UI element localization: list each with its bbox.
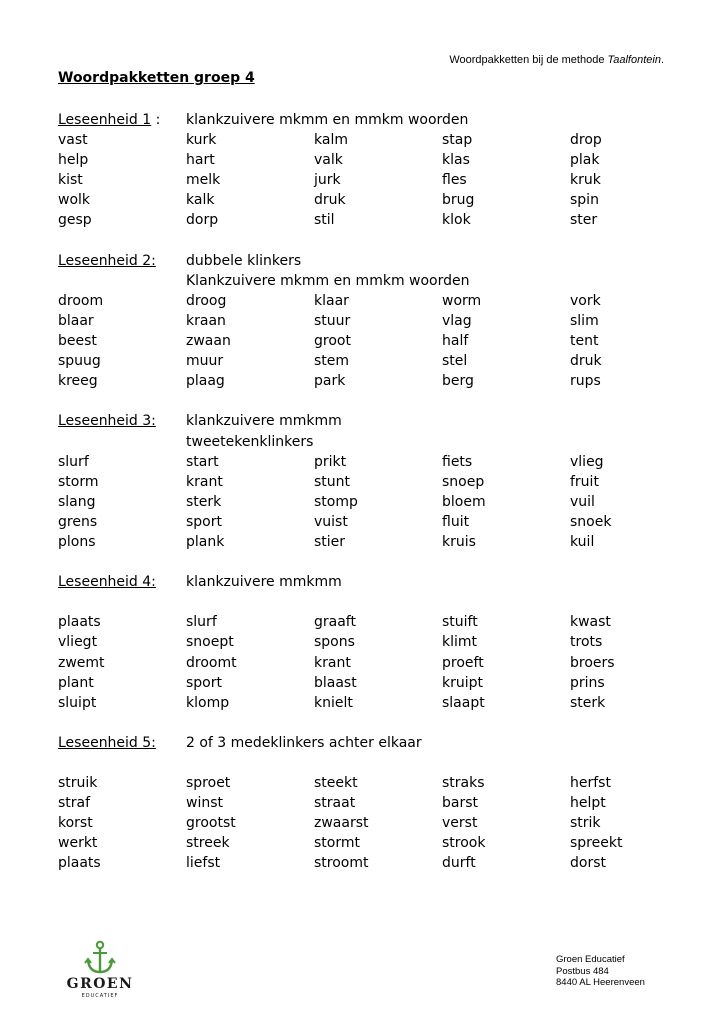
footer-address [556,954,645,989]
section-header [58,733,678,753]
word: klok [442,212,471,229]
spacer [58,592,678,612]
section-description-row [58,432,678,452]
word: start [186,453,219,470]
word: stroomt [314,855,369,872]
word-row [58,693,678,713]
word: sterk [570,694,606,711]
word: vlieg [570,453,604,470]
word: zwemt [58,654,105,671]
word: help [58,152,89,169]
word: sport [186,513,222,530]
word: plak [570,152,600,169]
spacer [58,552,678,572]
word: stunt [314,473,351,490]
word: plaats [58,614,101,631]
word: stuur [314,312,351,329]
word: grens [58,513,98,530]
word-row [58,612,678,632]
header-note-suffix: . [660,54,664,66]
word: struik [58,775,98,792]
logo-subtext: EDUCATIEF [81,993,119,999]
word: snoek [570,513,612,530]
section-header [58,572,678,592]
word-row [58,833,678,853]
word-row [58,371,678,391]
word: verst [442,815,478,832]
word: storm [58,473,99,490]
section-label-text: Leseenheid 4: [58,574,156,591]
word: steekt [314,775,358,792]
section-label [58,411,156,431]
word: plant [58,674,94,691]
word: half [442,333,469,350]
word: kruis [442,533,476,550]
section-label-text: Leseenheid 1 [58,112,152,128]
word: tent [570,333,599,350]
word: klomp [186,694,230,711]
header-note-prefix: Woordpakketten bij de methode [449,54,608,66]
section-label [58,110,160,130]
logo-wordmark: GROEN [66,976,134,992]
word: park [314,373,346,390]
word-row [58,150,678,170]
word: druk [314,192,346,209]
address-line: Groen Educatief [556,954,625,965]
word: vork [570,292,601,309]
word: sluipt [58,694,97,711]
section-label-text: Leseenheid 2: [58,252,156,269]
spacer [58,753,678,773]
word: fles [442,172,467,189]
section-label-text: Leseenheid 3: [58,413,156,430]
word: stuift [442,614,478,631]
word: klaar [314,292,349,309]
word-row [58,331,678,351]
word: zwaarst [314,815,369,832]
word-row [58,773,678,793]
word: plaag [186,373,225,390]
groen-logo [62,938,138,1000]
word: melk [186,172,221,189]
word: berg [442,373,474,390]
word: kuil [570,533,595,550]
word-row [58,190,678,210]
word: jurk [314,172,341,189]
word-row [58,512,678,532]
word: wolk [58,192,91,209]
word: bloem [442,493,486,510]
word: klas [442,152,470,169]
word: fruit [570,473,599,490]
section-description: Klankzuivere mkmm en mmkm woorden [186,272,470,289]
word: spons [314,634,355,651]
anchor-icon [85,942,115,972]
word: druk [570,353,602,370]
word: strook [442,835,486,852]
word: slaapt [442,694,485,711]
word: graaft [314,614,356,631]
section-header [58,251,678,271]
word: stil [314,212,335,229]
word: worm [442,292,482,309]
word: vliegt [58,634,98,651]
word: barst [442,795,479,812]
word: droog [186,292,227,309]
word: droom [58,292,104,309]
section-header [58,110,678,130]
word-row [58,452,678,472]
word: stem [314,353,350,370]
word: grootst [186,815,236,832]
word: korst [58,815,93,832]
word: kwast [570,614,611,631]
word: strik [570,815,601,832]
word: vast [58,132,88,149]
word: stormt [314,835,360,852]
word: stel [442,353,468,370]
word: kurk [186,132,217,149]
word-row [58,653,678,673]
spacer [58,713,678,733]
word: vlag [442,312,472,329]
word-row [58,673,678,693]
header-note [449,54,664,66]
word: spreekt [570,835,623,852]
word: plaats [58,855,101,872]
word: groot [314,333,351,350]
word: slang [58,493,96,510]
word: snoept [186,634,234,651]
spacer [58,231,678,251]
section-description-row [58,271,678,291]
word: vuil [570,493,595,510]
word: streek [186,835,230,852]
word: liefst [186,855,221,872]
section-description: klankzuivere mmkmm [186,413,342,430]
word: hart [186,152,215,169]
header-note-method: Taalfontein [607,54,661,66]
word: brug [442,192,475,209]
word: kruipt [442,674,484,691]
word: klimt [442,634,478,651]
word: straks [442,775,485,792]
address-line: 8440 AL Heerenveen [556,977,645,988]
word: spin [570,192,599,209]
spacer [58,391,678,411]
word: winst [186,795,223,812]
word: prikt [314,453,347,470]
word: zwaan [186,333,231,350]
word: straat [314,795,356,812]
word-row [58,853,678,873]
word: dorst [570,855,606,872]
word: proeft [442,654,484,671]
word: straf [58,795,91,812]
word: muur [186,353,224,370]
word: sport [186,674,222,691]
word: stomp [314,493,358,510]
word: kist [58,172,83,189]
word: sterk [186,493,222,510]
word: kruk [570,172,601,189]
section-description: 2 of 3 medeklinkers achter elkaar [186,734,422,751]
word: beest [58,333,97,350]
word: kalm [314,132,348,149]
page-title: Woordpakketten groep 4 [58,70,255,86]
word: blaast [314,674,357,691]
word: slurf [186,614,217,631]
word-row [58,492,678,512]
word: knielt [314,694,353,711]
word: fiets [442,453,473,470]
word-row [58,311,678,331]
word: prins [570,674,605,691]
word-row [58,291,678,311]
word-row [58,472,678,492]
word: werkt [58,835,98,852]
word: plank [186,533,225,550]
section-label [58,251,156,271]
word-row [58,210,678,230]
word: ster [570,212,598,229]
word: slim [570,312,599,329]
word: sproet [186,775,231,792]
word: kraan [186,312,226,329]
word-row [58,351,678,371]
section-description: dubbele klinkers [186,252,302,269]
word: spuug [58,353,101,370]
word-row [58,130,678,150]
word: broers [570,654,615,671]
word-row [58,532,678,552]
word: rups [570,373,601,390]
word: gesp [58,212,92,229]
word: drop [570,132,602,149]
word: slurf [58,453,89,470]
word: vuist [314,513,348,530]
word: snoep [442,473,485,490]
section-description: tweetekenklinkers [186,433,314,450]
section-description: klankzuivere mmkmm [186,574,342,591]
word: herfst [570,775,611,792]
word: plons [58,533,96,550]
address-line: Postbus 484 [556,965,609,977]
section-description: klankzuivere mkmm en mmkm woorden [186,112,469,128]
section-label-suffix: : [151,112,161,128]
word: kreeg [58,373,98,390]
word: durft [442,855,476,872]
word-row [58,170,678,190]
word: droomt [186,654,237,671]
word: dorp [186,212,219,229]
word: helpt [570,795,606,812]
section-header [58,411,678,431]
word: krant [314,654,351,671]
section-label [58,733,156,753]
word: stap [442,132,473,149]
word: krant [186,473,223,490]
word-row [58,632,678,652]
word: blaar [58,312,94,329]
word: trots [570,634,603,651]
word: kalk [186,192,215,209]
word: fluit [442,513,470,530]
section-label-text: Leseenheid 5: [58,734,156,751]
word-lists [58,110,678,874]
word: stier [314,533,346,550]
word: valk [314,152,343,169]
word-row [58,813,678,833]
word-row [58,793,678,813]
section-label [58,572,156,592]
